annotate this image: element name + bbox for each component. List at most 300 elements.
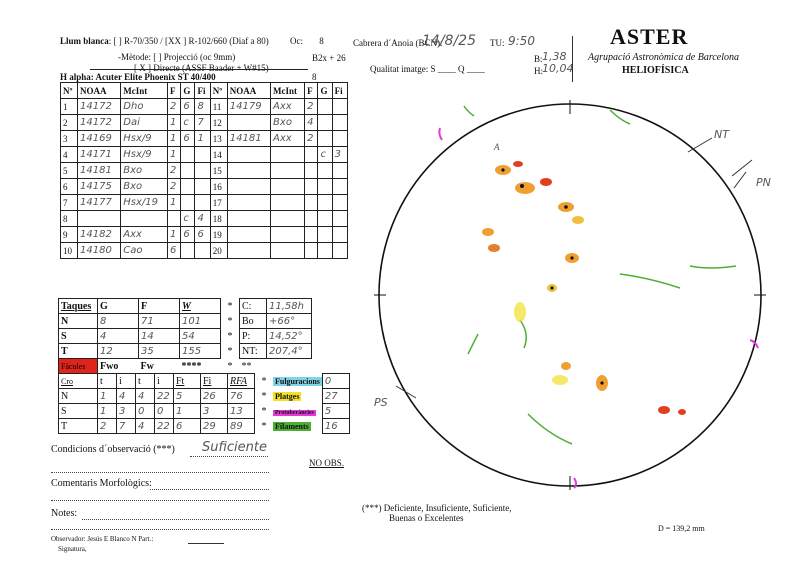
groups-row	[61, 195, 348, 211]
condicions-value: Suficiente	[202, 440, 267, 455]
dotline	[82, 519, 269, 520]
group-number: 16	[210, 179, 227, 195]
sunspot-group-2	[515, 178, 552, 194]
pn-marker	[732, 160, 752, 176]
group-cell	[318, 243, 332, 259]
cro-cell: 1	[98, 404, 117, 419]
group-number: 2	[61, 115, 78, 131]
group-cell: Axx	[271, 131, 305, 147]
group-number: 6	[61, 179, 78, 195]
sunspot-group-1	[495, 161, 523, 175]
groups-header-cell: F	[168, 83, 181, 99]
group-cell	[332, 227, 347, 243]
group-cell	[318, 211, 332, 227]
cro-cell: 13	[228, 404, 255, 419]
cro-row-label: N	[59, 389, 98, 404]
groups-row	[61, 115, 348, 131]
filaments-value: 16	[322, 419, 349, 434]
group-cell: Axx	[271, 99, 305, 115]
groups-header-cell: G	[318, 83, 332, 99]
group-cell: 2	[305, 131, 318, 147]
group-cell	[332, 99, 347, 115]
group-cell	[318, 115, 332, 131]
group-number: 9	[61, 227, 78, 243]
group-cell	[318, 131, 332, 147]
observador-label: Observador: Jesús E Blanco N Part.:	[51, 535, 154, 543]
nt-label-disk: NT	[714, 128, 729, 141]
h-label: H:	[534, 66, 543, 76]
halpha-label: H alpha: Acuter Elite Phoenix ST 40/400	[60, 72, 216, 82]
oc-value: 8	[319, 36, 324, 46]
stats-w-s: 54	[180, 329, 221, 344]
groups-header-cell: NOAA	[227, 83, 270, 99]
groups-row	[61, 99, 348, 115]
group-cell	[332, 115, 347, 131]
cro-header-cell: RFA	[228, 374, 255, 389]
legend-line2: Buenas o Excelentes	[389, 513, 464, 523]
brand-dept: HELIOFÍSICA	[622, 65, 689, 76]
cro-cell: 1	[98, 389, 117, 404]
group-cell	[318, 99, 332, 115]
cro-header-cell: Ft	[174, 374, 201, 389]
header-underline	[90, 69, 308, 70]
group-cell	[181, 195, 195, 211]
group-cell	[271, 227, 305, 243]
sunspot-group-3	[558, 202, 584, 224]
condicions-dots	[190, 456, 268, 457]
part-line	[188, 543, 224, 544]
groups-header-cell: Nº	[210, 83, 227, 99]
cro-cell: 2	[98, 419, 117, 434]
groups-row	[61, 211, 348, 227]
group-cell: 6	[168, 243, 181, 259]
group-cell	[168, 211, 181, 227]
group-cell	[318, 163, 332, 179]
c-label: C:	[240, 299, 267, 314]
ps-marker	[396, 386, 416, 398]
group-cell	[305, 195, 318, 211]
group-cell: 2	[168, 99, 181, 115]
star: *	[227, 360, 233, 372]
group-cell	[227, 211, 270, 227]
llum-blanca-label: Llum blanca	[60, 36, 109, 46]
group-cell	[195, 147, 210, 163]
qualitat-label: Qualitat imatge: S ____ Q ____	[370, 64, 485, 74]
cro-cell: 4	[136, 389, 155, 404]
group-cell: 6	[181, 99, 195, 115]
stars-4: ****	[181, 360, 202, 372]
sunspot-group-9	[658, 406, 686, 415]
group-number: 18	[210, 211, 227, 227]
group-cell	[195, 195, 210, 211]
cro-header-cell: i	[117, 374, 136, 389]
groups-header-cell: McInt	[271, 83, 305, 99]
star: *	[227, 345, 233, 357]
cro-table	[58, 373, 350, 434]
fw-label: Fw	[140, 360, 154, 372]
filament	[620, 274, 680, 288]
group-number: 11	[210, 99, 227, 115]
group-cell: Hsx/9	[121, 131, 168, 147]
group-cell	[181, 179, 195, 195]
f-header: F	[139, 299, 180, 314]
group-cell	[332, 195, 347, 211]
p-label: P:	[240, 329, 267, 344]
group-cell: 4	[305, 115, 318, 131]
filaments-highlight: Filaments	[275, 421, 309, 431]
cro-row-label: T	[59, 419, 98, 434]
group-number: 1	[61, 99, 78, 115]
group-cell	[305, 227, 318, 243]
brand-name: ASTER	[610, 24, 689, 49]
group-cell: 14171	[78, 147, 121, 163]
stats-g-n: 8	[98, 314, 139, 329]
group-number: 15	[210, 163, 227, 179]
groups-header-cell: F	[305, 83, 318, 99]
cro-cell: 0	[155, 404, 174, 419]
cro-cell: 6	[174, 419, 201, 434]
group-cell	[227, 195, 270, 211]
fulguracions-value: 0	[322, 374, 349, 389]
group-cell: 14172	[78, 115, 121, 131]
group-cell	[181, 243, 195, 259]
cro-row	[59, 389, 350, 404]
group-cell: Axx	[121, 227, 168, 243]
w-header: W	[180, 299, 221, 314]
halpha-num: 8	[312, 72, 317, 82]
group-cell: Bxo	[271, 115, 305, 131]
cro-cell: 4	[136, 419, 155, 434]
bo-label: Bo	[240, 314, 267, 329]
cro-cell: 5	[174, 389, 201, 404]
group-cell	[195, 163, 210, 179]
group-cell: 14179	[227, 99, 270, 115]
filament	[464, 106, 474, 116]
sunspot-group-6	[547, 284, 557, 292]
filament	[528, 414, 572, 444]
group-number: 19	[210, 227, 227, 243]
group-cell: Dho	[121, 99, 168, 115]
cro-cell: 29	[201, 419, 228, 434]
sunspot-group-8	[596, 375, 608, 391]
fulguracions-highlight: Fulguracions	[275, 376, 320, 386]
stats-row-label: N	[59, 314, 98, 329]
g-header: G	[98, 299, 139, 314]
dotline	[51, 472, 269, 473]
group-cell: 14172	[78, 99, 121, 115]
b-label: B:	[534, 54, 543, 64]
group-cell: 14169	[78, 131, 121, 147]
stats-g-s: 4	[98, 329, 139, 344]
group-number: 5	[61, 163, 78, 179]
no-obs: NO OBS.	[309, 458, 345, 468]
cro-header-cell: t	[98, 374, 117, 389]
group-number: 14	[210, 147, 227, 163]
protuberancies-value: 5	[322, 404, 349, 419]
groups-row	[61, 243, 348, 259]
dotline	[150, 489, 269, 490]
group-cell: Dai	[121, 115, 168, 131]
stats-g-t: 12	[98, 344, 139, 359]
cro-row	[59, 419, 350, 434]
group-cell	[271, 147, 305, 163]
stats-f-n: 71	[139, 314, 180, 329]
dotline	[51, 529, 269, 530]
stats-row-label: T	[59, 344, 98, 359]
group-cell	[195, 243, 210, 259]
solar-disk-outline	[379, 104, 761, 486]
diameter-label: D = 139,2 mm	[658, 524, 705, 533]
nt-marker	[688, 138, 712, 152]
stats-f-t: 35	[139, 344, 180, 359]
group-cell	[305, 211, 318, 227]
filaments-label-cell	[273, 419, 322, 434]
group-cell	[332, 179, 347, 195]
filament	[690, 266, 736, 268]
group-cell: 7	[195, 115, 210, 131]
group-cell	[318, 195, 332, 211]
group-cell	[305, 163, 318, 179]
groups-header-cell: McInt	[121, 83, 168, 99]
platges-value: 27	[322, 389, 349, 404]
nt-value: 207,4°	[267, 344, 312, 359]
cro-row	[59, 404, 350, 419]
groups-row	[61, 131, 348, 147]
group-cell: 1	[168, 147, 181, 163]
cro-cell: 0	[136, 404, 155, 419]
oc-label: Oc:	[290, 36, 303, 46]
group-cell	[195, 179, 210, 195]
group-cell: 14182	[78, 227, 121, 243]
group-cell: 6	[181, 131, 195, 147]
llum-options: : [ ] R-70/350 / [XX ] R-102/660 (Diaf a 80)	[108, 36, 269, 46]
group-cell	[332, 163, 347, 179]
group-cell	[227, 163, 270, 179]
groups-header-cell: Fi	[332, 83, 347, 99]
group-cell	[227, 147, 270, 163]
group-cell	[227, 227, 270, 243]
stats-w-n: 101	[180, 314, 221, 329]
group-cell: 1	[195, 131, 210, 147]
cro-label: Cro	[59, 374, 98, 389]
group-cell	[78, 211, 121, 227]
group-cell: 3	[332, 147, 347, 163]
cro-cell: 1	[174, 404, 201, 419]
brand-subtitle: Agrupació Astronòmica de Barcelona	[588, 52, 739, 63]
groups-row	[61, 147, 348, 163]
group-cell	[332, 243, 347, 259]
group-cell	[318, 179, 332, 195]
group-cell: 1	[168, 227, 181, 243]
group-cell: 8	[195, 99, 210, 115]
group-cell: 14181	[227, 131, 270, 147]
group-cell	[318, 227, 332, 243]
metode-label: -Mètode: [ ] Projecció (oc 9mm)	[118, 52, 236, 62]
group-cell: 6	[195, 227, 210, 243]
star: *	[227, 315, 233, 327]
cro-cell: 22	[155, 389, 174, 404]
cro-cell: 22	[155, 419, 174, 434]
cro-cell: 4	[117, 389, 136, 404]
condicions-label: Condicions d´observació (***)	[51, 444, 175, 455]
tu-label: TU:	[490, 38, 505, 48]
p-value: 14,52°	[267, 329, 312, 344]
group-cell: 1	[168, 195, 181, 211]
group-cell: c	[181, 115, 195, 131]
group-cell	[121, 211, 168, 227]
group-cell: 14181	[78, 163, 121, 179]
filament	[520, 320, 526, 348]
star: *	[261, 420, 267, 432]
group-cell	[227, 179, 270, 195]
group-number: 4	[61, 147, 78, 163]
prominence	[439, 128, 442, 140]
groups-header-cell: NOAA	[78, 83, 121, 99]
h-value: 10,04	[542, 62, 574, 75]
groups-row	[61, 163, 348, 179]
cro-row-label: S	[59, 404, 98, 419]
group-cell: 2	[305, 99, 318, 115]
fulguracions-label	[273, 374, 322, 389]
group-cell	[181, 147, 195, 163]
sunspot-group-7	[561, 362, 571, 370]
notes-label: Notes:	[51, 508, 78, 519]
facules-label: Fàcules	[59, 359, 98, 374]
location-label: Cabrera d´Anoia (BCN):	[353, 38, 443, 48]
pn-marker-2	[734, 172, 746, 188]
sunspot-group-4	[482, 228, 500, 252]
taques-label: Taques	[59, 299, 98, 314]
group-cell	[227, 243, 270, 259]
group-number: 17	[210, 195, 227, 211]
group-cell: 14180	[78, 243, 121, 259]
group-cell	[271, 211, 305, 227]
group-cell: c	[318, 147, 332, 163]
fwo-label: Fwo	[100, 360, 119, 372]
cro-header-cell: Fi	[201, 374, 228, 389]
groups-header-row	[61, 83, 348, 99]
bo-value: +66°	[267, 314, 312, 329]
b-value: 1,38	[542, 50, 567, 63]
cro-cell: 89	[228, 419, 255, 434]
group-cell	[332, 131, 347, 147]
dotline	[51, 500, 269, 501]
group-cell: 4	[195, 211, 210, 227]
group-cell	[227, 115, 270, 131]
legend-line1: (***) Deficiente, Insuficiente, Suficiente,	[362, 503, 512, 513]
group-cell	[305, 179, 318, 195]
comentaris-label: Comentaris Morfològics:	[51, 478, 152, 489]
groups-row	[61, 179, 348, 195]
star: *	[261, 390, 267, 402]
platges-highlight: Platges	[275, 391, 300, 401]
group-cell: 14175	[78, 179, 121, 195]
groups-header-cell: G	[181, 83, 195, 99]
cro-cell: 3	[117, 404, 136, 419]
group-cell: Bxo	[121, 163, 168, 179]
group-number: 12	[210, 115, 227, 131]
plage	[514, 302, 526, 322]
cro-cell: 7	[117, 419, 136, 434]
tu-value: 9:50	[508, 34, 535, 48]
protuberancies-label-cell	[273, 404, 322, 419]
cro-cell: 3	[201, 404, 228, 419]
stars-2: **	[241, 360, 252, 372]
group-cell	[271, 179, 305, 195]
pn-label-disk: PN	[756, 176, 771, 189]
group-cell: 1	[168, 115, 181, 131]
group-number: 10	[61, 243, 78, 259]
stats-row-label: S	[59, 329, 98, 344]
group-cell: 1	[168, 131, 181, 147]
ps-label-disk: PS	[374, 396, 388, 409]
group-number: 13	[210, 131, 227, 147]
groups-header-cell: Fi	[195, 83, 210, 99]
group-cell: c	[181, 211, 195, 227]
header-divider	[572, 36, 573, 82]
group-cell: 6	[181, 227, 195, 243]
plage	[552, 375, 568, 385]
star: *	[261, 375, 267, 387]
disk-label-a: A	[494, 142, 500, 152]
group-number: 7	[61, 195, 78, 211]
sunspot-group-5	[565, 253, 579, 263]
signatura-label: Signatura,	[58, 545, 87, 553]
star: *	[261, 405, 267, 417]
group-cell	[271, 243, 305, 259]
stats-table	[58, 298, 312, 374]
group-cell	[305, 147, 318, 163]
group-number: 20	[210, 243, 227, 259]
star: *	[227, 330, 233, 342]
group-cell: 2	[168, 179, 181, 195]
platges-label-cell	[273, 389, 322, 404]
group-cell	[305, 243, 318, 259]
cro-cell: 76	[228, 389, 255, 404]
prominence	[574, 478, 576, 488]
date-value: 14/8/25	[422, 33, 476, 49]
stats-w-t: 155	[180, 344, 221, 359]
group-cell	[271, 195, 305, 211]
group-cell	[271, 163, 305, 179]
nt-label: NT:	[240, 344, 267, 359]
group-number: 8	[61, 211, 78, 227]
b2x-value: B2x + 26	[312, 53, 346, 63]
group-cell	[332, 211, 347, 227]
group-cell: Cao	[121, 243, 168, 259]
protuberancies-highlight: Protuberàncies	[275, 409, 314, 416]
solar-disk-drawing	[360, 80, 790, 510]
groups-row	[61, 227, 348, 243]
group-number: 3	[61, 131, 78, 147]
groups-table	[60, 82, 348, 259]
directe-label: [ X ] Directe (ASSF Baader + W#15)	[134, 63, 269, 73]
group-cell: Hsx/9	[121, 147, 168, 163]
cro-cell: 26	[201, 389, 228, 404]
cro-header-cell: i	[155, 374, 174, 389]
group-cell: Bxo	[121, 179, 168, 195]
group-cell: 14177	[78, 195, 121, 211]
star: *	[227, 300, 233, 312]
groups-header-cell: Nº	[61, 83, 78, 99]
stats-f-s: 14	[139, 329, 180, 344]
group-cell	[181, 163, 195, 179]
cro-header-cell: t	[136, 374, 155, 389]
filament	[468, 334, 478, 354]
c-value: 11,58h	[267, 299, 312, 314]
group-cell: Hsx/19	[121, 195, 168, 211]
group-cell: 2	[168, 163, 181, 179]
